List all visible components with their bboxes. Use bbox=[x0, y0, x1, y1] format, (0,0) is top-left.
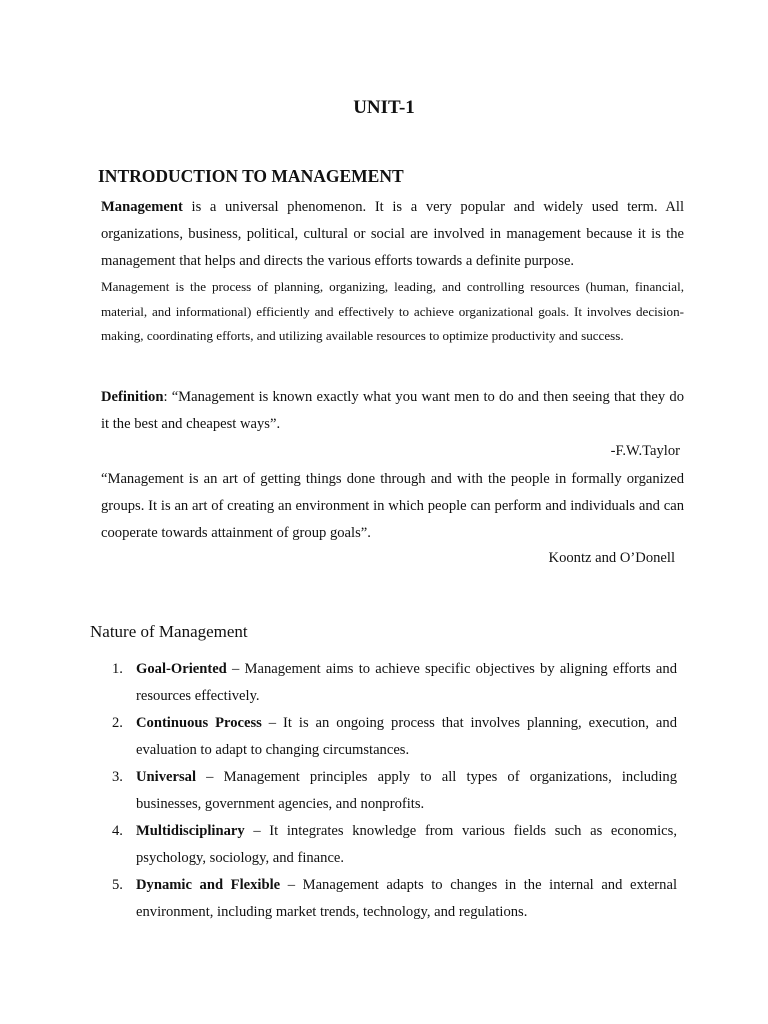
definition-label: Definition bbox=[101, 389, 164, 405]
intro-paragraph bbox=[101, 194, 684, 275]
list-term: Dynamic and Flexible bbox=[136, 877, 281, 893]
list-text: – It is an ongoing process that involves planning, execution, and evaluation to adapt to changing circumstances. bbox=[136, 715, 677, 758]
list-item bbox=[106, 656, 677, 710]
section-title: INTRODUCTION TO MANAGEMENT bbox=[98, 166, 404, 186]
list-number: 1. bbox=[112, 661, 123, 677]
definition-author: -F.W.Taylor bbox=[610, 443, 680, 459]
list-item bbox=[106, 710, 677, 764]
list-term: Universal bbox=[136, 769, 196, 785]
list-term: Goal-Oriented bbox=[136, 661, 227, 677]
quote-author: Koontz and O’Donell bbox=[548, 550, 675, 566]
list-item bbox=[106, 872, 677, 926]
list-number: 3. bbox=[112, 769, 123, 785]
nature-title: Nature of Management bbox=[90, 622, 248, 641]
list-text: – It integrates knowledge from various fields such as economics, psychology, sociology, and finance. bbox=[136, 823, 677, 866]
definition-text: : “Management is known exactly what you want men to do and then seeing that they do it the best and cheapest ways”. bbox=[101, 389, 684, 432]
list-item bbox=[106, 764, 677, 818]
nature-list bbox=[106, 656, 677, 926]
intro-paragraph-2: Management is the process of planning, organizing, leading, and controlling resources (human, financial, material, and informational) efficiently and effectively to achieve organizational goals. It involves decision-making, coordinating efforts, and utilizing available resources to optimize productivity and success. bbox=[101, 279, 684, 343]
list-term: Multidisciplinary bbox=[136, 823, 245, 839]
definition-paragraph bbox=[101, 384, 684, 438]
intro-text: is a universal phenomenon. It is a very popular and widely used term. All organizations, business, political, cultural or social are involved in management because it is the management that helps and directs the various efforts towards a definite purpose. bbox=[101, 199, 684, 269]
list-text: – Management adapts to changes in the internal and external environment, including market trends, technology, and regulations. bbox=[136, 877, 677, 920]
list-text: – Management principles apply to all types of organizations, including businesses, government agencies, and nonprofits. bbox=[136, 769, 677, 812]
list-term: Continuous Process bbox=[136, 715, 262, 731]
list-text: – Management aims to achieve specific objectives by aligning efforts and resources effectively. bbox=[136, 661, 677, 704]
quote-paragraph: “Management is an art of getting things done through and with the people in formally organized groups. It is an art of creating an environment in which people can perform and individuals and can cooperate towards attainment of group goals”. bbox=[101, 471, 684, 541]
list-number: 2. bbox=[112, 715, 123, 731]
list-item bbox=[106, 818, 677, 872]
unit-title: UNIT-1 bbox=[353, 97, 415, 118]
intro-term: Management bbox=[101, 199, 183, 215]
list-number: 4. bbox=[112, 823, 123, 839]
list-number: 5. bbox=[112, 877, 123, 893]
